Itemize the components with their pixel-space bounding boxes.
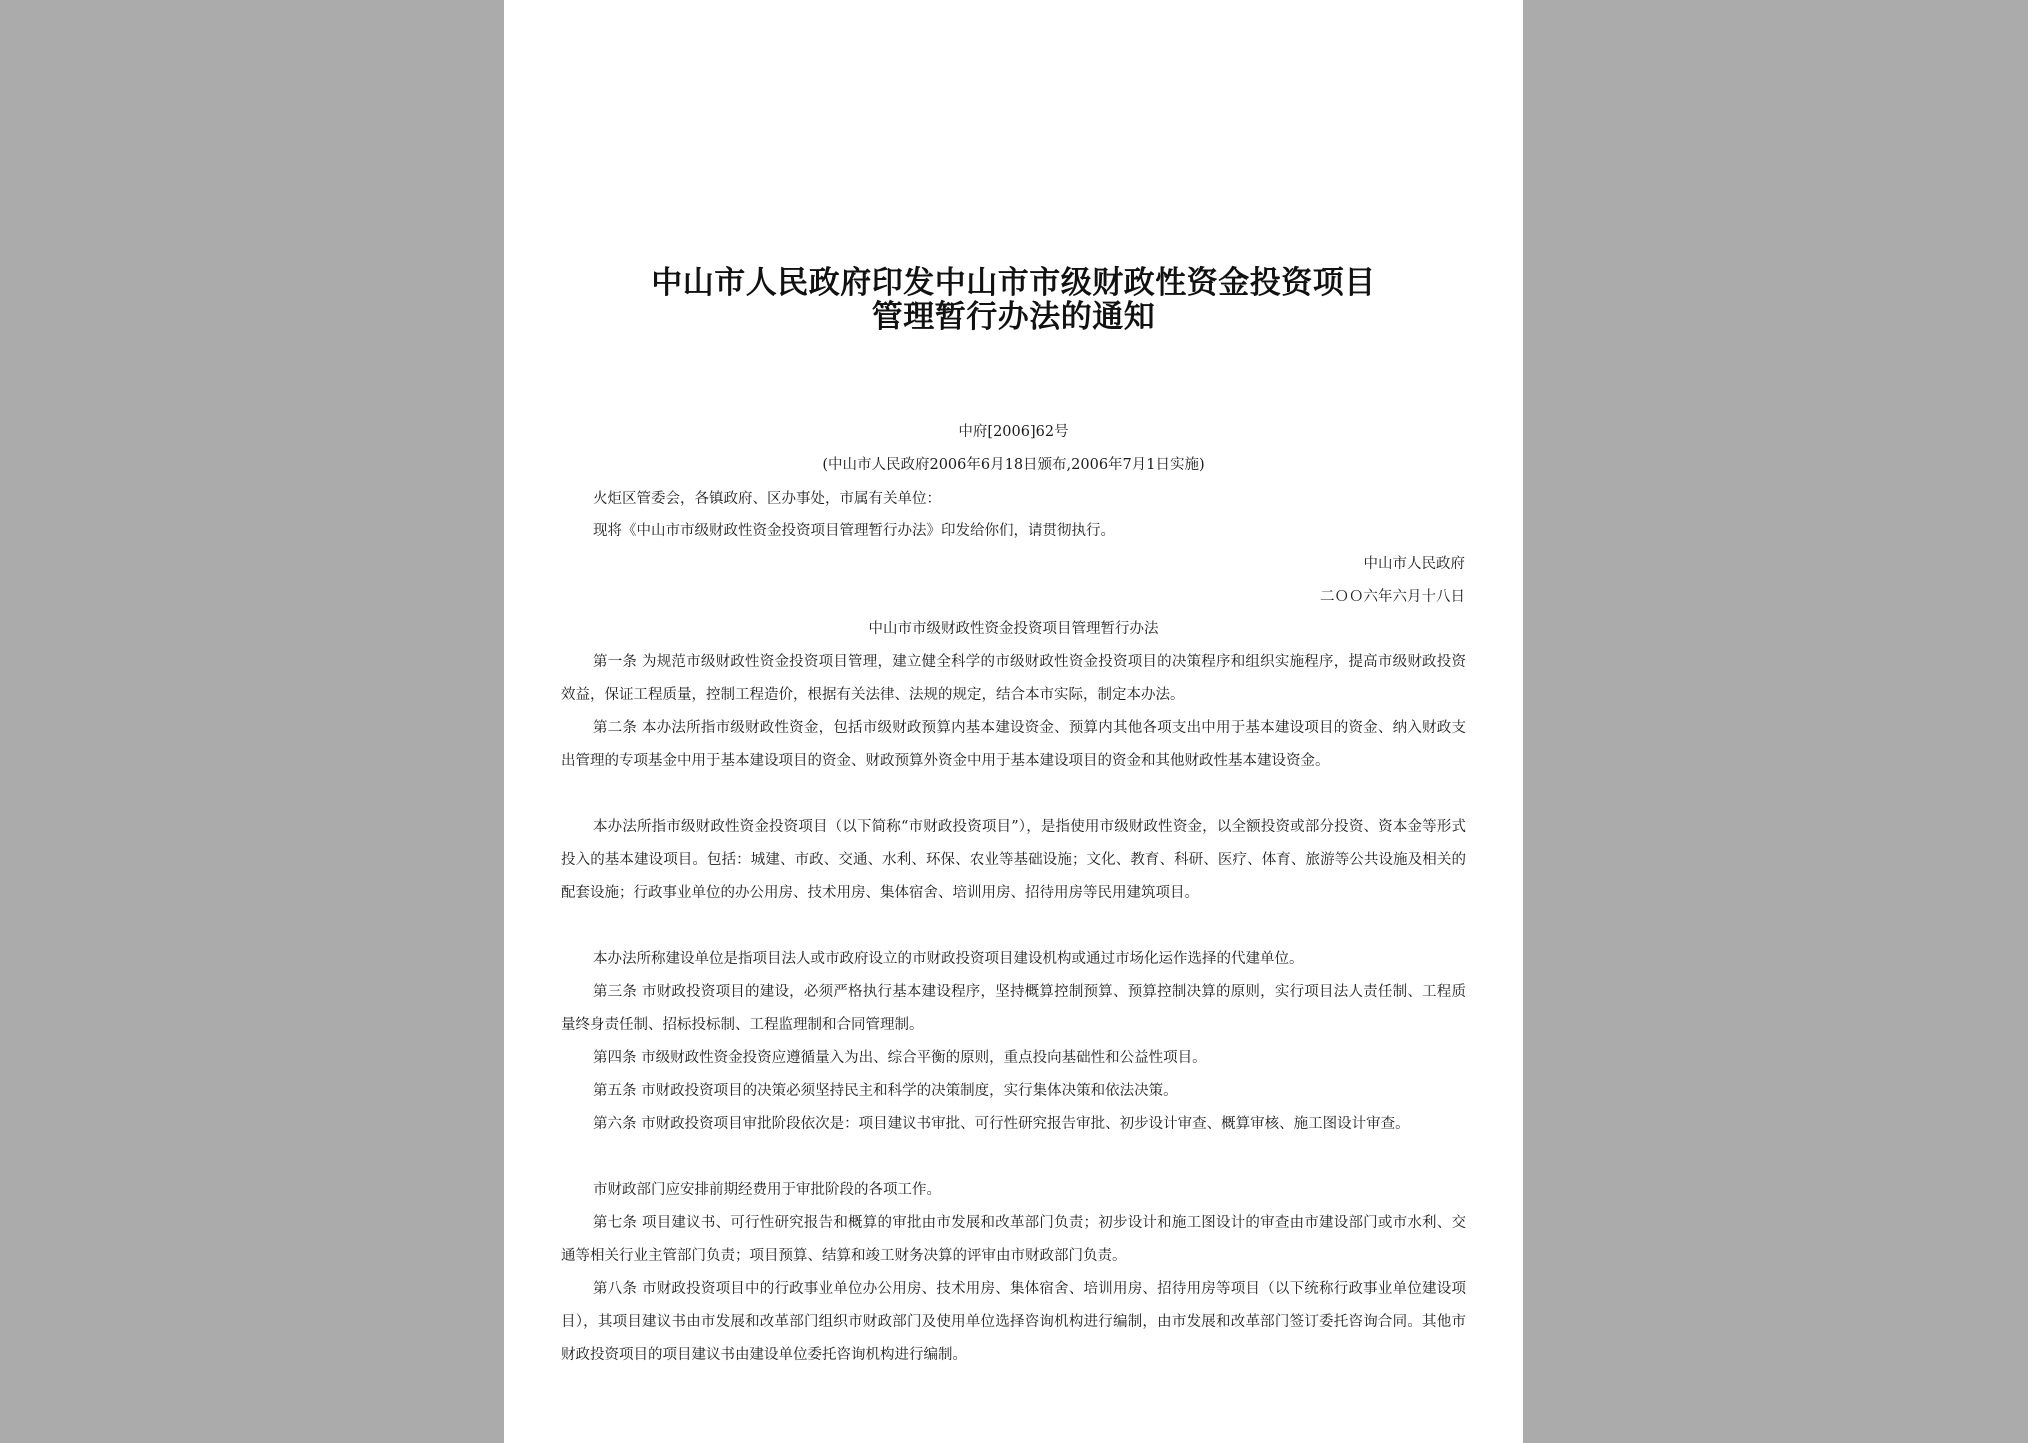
article-5: 第五条 市财政投资项目的决策必须坚持民主和科学的决策制度，实行集体决策和依法决策。: [593, 1083, 1178, 1099]
article-6-funding: 市财政部门应安排前期经费用于审批阶段的各项工作。: [593, 1182, 941, 1198]
forward-text: 现将《中山市市级财政性资金投资项目管理暂行办法》印发给你们，请贯彻执行。: [593, 523, 1115, 539]
article-1: 第一条 为规范市级财政性资金投资项目管理，建立健全科学的市级财政性资金投资项目的决策程序和组织实施程序，提高市级财政投资效益，保证工程质量，控制工程造价，根据有关法律、法规的规定，结合本市实际，制定本办法。: [561, 654, 1466, 703]
article-2-builder: 本办法所称建设单位是指项目法人或市政府设立的市财政投资项目建设机构或通过市场化运作选择的代建单位。: [593, 951, 1304, 967]
article-3: 第三条 市财政投资项目的建设，必须严格执行基本建设程序，坚持概算控制预算、预算控制决算的原则，实行项目法人责任制、工程质量终身责任制、招标投标制、工程监理制和合同管理制。: [561, 984, 1466, 1033]
issuer-name: 中山市人民政府: [1363, 556, 1465, 572]
article-2-scope: 本办法所指市级财政性资金投资项目（以下简称“市财政投资项目”），是指使用市级财政性资金，以全额投资或部分投资、资本金等形式投入的基本建设项目。包括：城建、市政、交通、水利、环保、农业等基础设施；文化、教育、科研、医疗、体育、旅游等公共设施及相关的配套设施；行政事业单位的办公用房、技术用房、集体宿舍、培训用房、招待用房等民用建筑项目。: [561, 819, 1466, 901]
document-title-line-1: 中山市人民政府印发中山市市级财政性资金投资项目: [651, 265, 1376, 301]
article-6: 第六条 市财政投资项目审批阶段依次是：项目建议书审批、可行性研究报告审批、初步设计审查、概算审核、施工图设计审查。: [593, 1116, 1410, 1132]
article-8: 第八条 市财政投资项目中的行政事业单位办公用房、技术用房、集体宿舍、培训用房、招待用房等项目（以下统称行政事业单位建设项目），其项目建议书由市发展和改革部门组织市财政部门及使用单位选择咨询机构进行编制，由市发展和改革部门签订委托咨询合同。其他市财政投资项目的项目建议书由建设单位委托咨询机构进行编制。: [561, 1281, 1466, 1363]
article-4: 第四条 市级财政性资金投资应遵循量入为出、综合平衡的原则，重点投向基础性和公益性项目。: [593, 1050, 1207, 1066]
recipients-line: 火炬区管委会，各镇政府、区办事处，市属有关单位：: [593, 491, 941, 507]
article-2: 第二条 本办法所指市级财政性资金，包括市级财政预算内基本建设资金、预算内其他各项支出中用于基本建设项目的资金、纳入财政支出管理的专项基金中用于基本建设项目的资金、财政预算外资金中用于基本建设项目的资金和其他财政性基本建设资金。: [561, 720, 1466, 769]
document-title-line-2: 管理暂行办法的通知: [871, 299, 1156, 335]
issue-note: (中山市人民政府2006年6月18日颁布,2006年7月1日实施): [822, 457, 1205, 473]
document-number: 中府[2006]62号: [958, 424, 1069, 440]
measures-title: 中山市市级财政性资金投资项目管理暂行办法: [868, 621, 1159, 637]
document-page: [504, 0, 1523, 1443]
article-7: 第七条 项目建议书、可行性研究报告和概算的审批由市发展和改革部门负责；初步设计和施工图设计的审查由市建设部门或市水利、交通等相关行业主管部门负责；项目预算、结算和竣工财务决算的评审由市财政部门负责。: [561, 1215, 1466, 1264]
issue-date: 二ＯＯ六年六月十八日: [1320, 589, 1465, 605]
